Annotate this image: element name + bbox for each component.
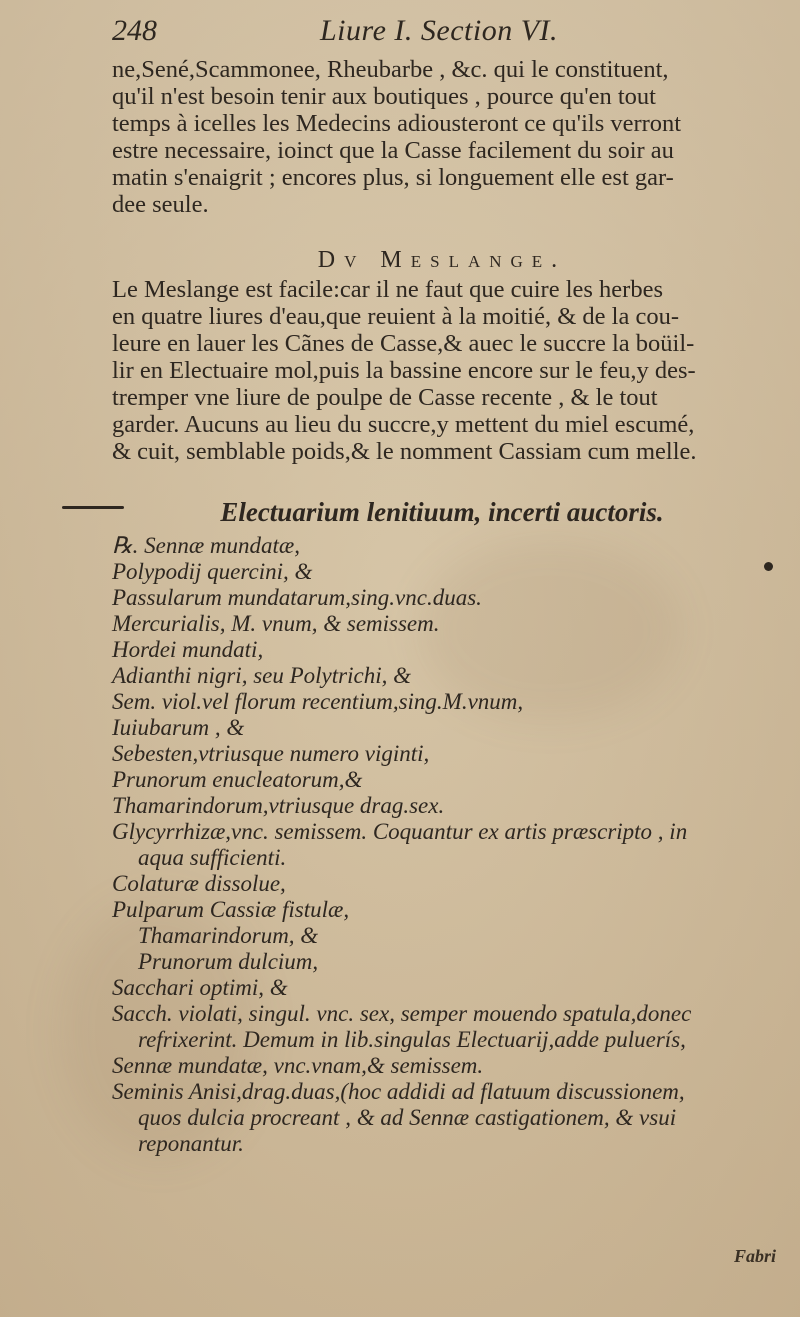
ingredient-line: Sacchari optimi, & [112, 975, 288, 1000]
ingredient-line: quos dulcia procreant , & ad Sennæ castigationem, & vsui [138, 1105, 677, 1130]
ingredient-line: refrixerint. Demum in lib.singulas Electuarij,adde puluerís, [138, 1027, 686, 1052]
ingredient-line: Sennæ mundatæ, vnc.vnam,& semissem. [112, 1053, 484, 1078]
paragraph-continuation [112, 56, 772, 218]
text-line: temps à icelles les Medecins adiousteront ce qu'ils verront [112, 110, 682, 137]
ingredient-line: reponantur. [138, 1131, 244, 1156]
ingredient-line: Thamarindorum,vtriusque drag.sex. [112, 793, 445, 818]
ingredient-line: Prunorum enucleatorum,& [112, 767, 363, 792]
text-line: & cuit, semblable poids,& le nomment Cassiam cum melle. [112, 438, 697, 465]
page-number: 248 [112, 14, 157, 47]
paragraph-meslange [112, 276, 772, 465]
ink-dot [764, 562, 773, 571]
text-line: garder. Aucuns au lieu du succre,y mettent du miel escumé, [112, 411, 695, 438]
recipe-title: Electuarium lenitiuum, incerti auctoris. [220, 497, 664, 527]
ingredient-line: Pulparum Cassiæ fistulæ, [112, 897, 350, 922]
ingredient-line: Polypodij quercini, & [112, 559, 313, 584]
ingredient-line: Sebesten,vtriusque numero viginti, [112, 741, 430, 766]
ingredient-line: Sem. viol.vel florum recentium,sing.M.vnum, [112, 689, 524, 714]
ingredient-list [112, 533, 792, 1157]
ingredient-line: aqua sufficienti. [138, 845, 287, 870]
section-heading: Dv Meslange. [317, 247, 567, 273]
ingredient-line: ℞. Sennæ mundatæ, [112, 533, 301, 558]
page-header [112, 14, 772, 54]
running-title: Liure I. Section VI. [320, 14, 559, 47]
ingredient-line: Thamarindorum, & [138, 923, 319, 948]
ingredient-line: Seminis Anisi,drag.duas,(hoc addidi ad flatuum discussionem, [112, 1079, 685, 1104]
text-line: Le Meslange est facile:car il ne faut que cuire les herbes [112, 276, 663, 303]
ingredient-line: Iuiubarum , & [112, 715, 245, 740]
text-line: ne,Sené,Scammonee, Rheubarbe , &c. qui le constituent, [112, 56, 669, 83]
ownership-stamp: Fabri [733, 1246, 776, 1266]
ingredient-line: Hordei mundati, [112, 637, 264, 662]
ingredient-line: Passularum mundatarum,sing.vnc.duas. [112, 585, 482, 610]
text-line: estre necessaire, ioinct que la Casse facilement du soir au [112, 137, 674, 164]
ingredient-line: Mercurialis, M. vnum, & semissem. [112, 611, 440, 636]
text-line: tremper vne liure de poulpe de Casse recente , & le tout [112, 384, 658, 411]
text-line: lir en Electuaire mol,puis la bassine encore sur le feu,y des- [112, 357, 696, 384]
text-line: en quatre liures d'eau,que reuient à la moitié, & de la cou- [112, 303, 680, 330]
text-line: leure en lauer les Cãnes de Casse,& auec le succre la boüil- [112, 330, 695, 357]
ingredient-line: Glycyrrhizæ,vnc. semissem. Coquantur ex artis præscripto , in [112, 819, 688, 844]
ingredient-line: Sacch. violati, singul. vnc. sex, semper mouendo spatula,donec [112, 1001, 692, 1026]
ingredient-line: Colaturæ dissolue, [112, 871, 286, 896]
ingredient-line: Adianthi nigri, seu Polytrichi, & [112, 663, 411, 688]
ingredient-line: Prunorum dulcium, [138, 949, 319, 974]
text-line: dee seule. [112, 191, 209, 218]
text-line: matin s'enaigrit ; encores plus, si longuement elle est gar- [112, 164, 674, 191]
text-line: qu'il n'est besoin tenir aux boutiques , pource qu'en tout [112, 83, 656, 110]
